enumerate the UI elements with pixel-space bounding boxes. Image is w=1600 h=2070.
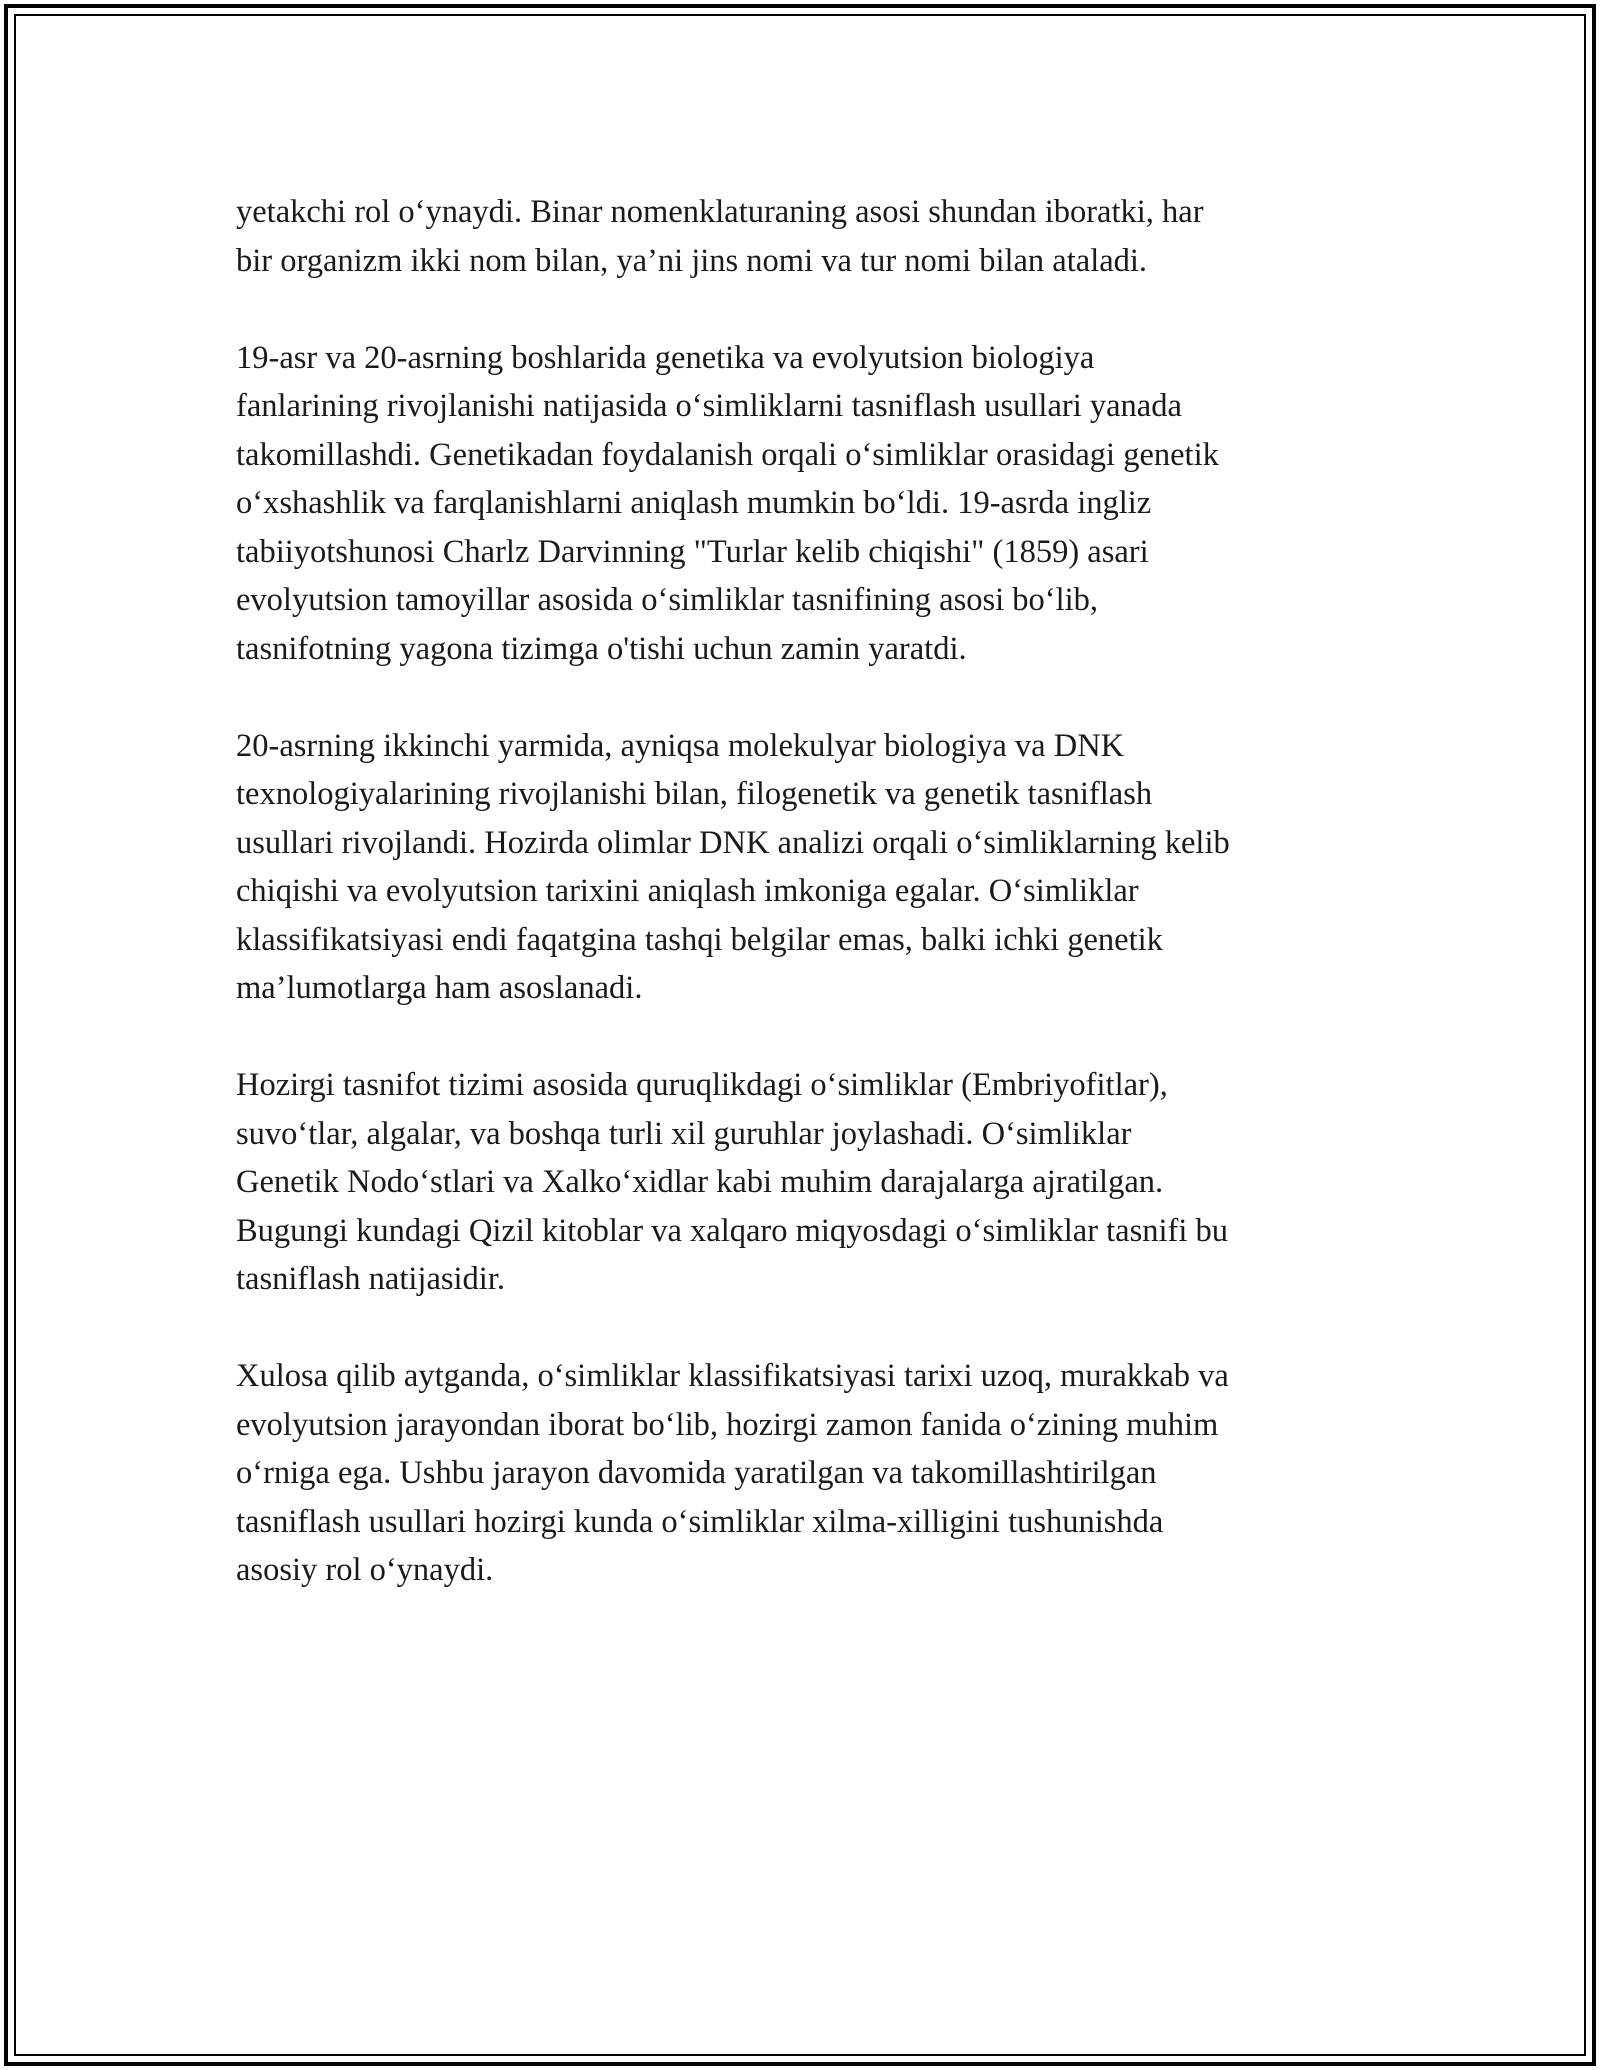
text-line: Xulosa qilib aytganda, o‘simliklar klassifikatsiyasi tarixi uzoq, murakkab va [236,1358,1229,1394]
text-line: suvo‘tlar, algalar, va boshqa turli xil guruhlar joylashadi. O‘simliklar [236,1115,1132,1152]
document-body [236,188,1376,1643]
text-line: usullari rivojlandi. Hozirda olimlar DNK analizi orqali o‘simliklarning kelib [236,824,1230,861]
text-line: tabiiyotshunosi Charlz Darvinning "Turlar kelib chiqishi" (1859) asari [236,533,1149,570]
paragraph-4 [236,1061,1376,1304]
text-line: 19-asr va 20-asrning boshlarida genetika va evolyutsion biologiya [236,339,1095,376]
text-line: evolyutsion jarayondan iborat bo‘lib, hozirgi zamon fanida o‘zining muhim [236,1406,1219,1443]
text-line: chiqishi va evolyutsion tarixini aniqlash imkoniga egalar. O‘simliklar [236,873,1139,909]
text-line: Bugungi kundagi Qizil kitoblar va xalqaro miqyosdagi o‘simliklar tasnifi bu [236,1212,1228,1249]
text-line: takomillashdi. Genetikadan foydalanish orqali o‘simliklar orasidagi genetik [236,436,1219,473]
paragraph-1 [236,188,1376,285]
paragraph-2 [236,334,1376,674]
text-line: bir organizm ikki nom bilan, ya’ni jins nomi va tur nomi bilan ataladi. [236,242,1148,279]
text-line: klassifikatsiyasi endi faqatgina tashqi belgilar emas, balki ichki genetik [236,921,1163,958]
text-line: o‘rniga ega. Ushbu jarayon davomida yaratilgan va takomillashtirilgan [236,1455,1157,1491]
text-line: fanlarining rivojlanishi natijasida o‘simliklarni tasniflash usullari yanada [236,388,1182,424]
text-line: Genetik Nodo‘stlari va Xalko‘xidlar kabi muhim darajalarga ajratilgan. [236,1164,1164,1200]
text-line: Hozirgi tasnifot tizimi asosida quruqlikdagi o‘simliklar (Embriyofitlar), [236,1067,1168,1103]
text-line: o‘xshashlik va farqlanishlarni aniqlash mumkin bo‘ldi. 19-asrda ingliz [236,485,1152,521]
text-line: tasnifotning yagona tizimga o'tishi uchun zamin yaratdi. [236,630,967,667]
text-line: evolyutsion tamoyillar asosida o‘simliklar tasnifining asosi bo‘lib, [236,582,1099,618]
text-line: yetakchi rol o‘ynaydi. Binar nomenklaturaning asosi shundan iboratki, har [236,194,1204,230]
paragraph-5 [236,1352,1376,1595]
text-line: tasniflash natijasidir. [236,1261,505,1297]
text-line: asosiy rol o‘ynaydi. [236,1552,494,1588]
text-line: texnologiyalarining rivojlanishi bilan, filogenetik va genetik tasniflash [236,776,1153,812]
paragraph-3 [236,722,1376,1013]
text-line: 20-asrning ikkinchi yarmida, ayniqsa molekulyar biologiya va DNK [236,727,1125,764]
text-line: ma’lumotlarga ham asoslanadi. [236,970,643,1006]
text-line: tasniflash usullari hozirgi kunda o‘simliklar xilma-xilligini tushunishda [236,1503,1164,1540]
